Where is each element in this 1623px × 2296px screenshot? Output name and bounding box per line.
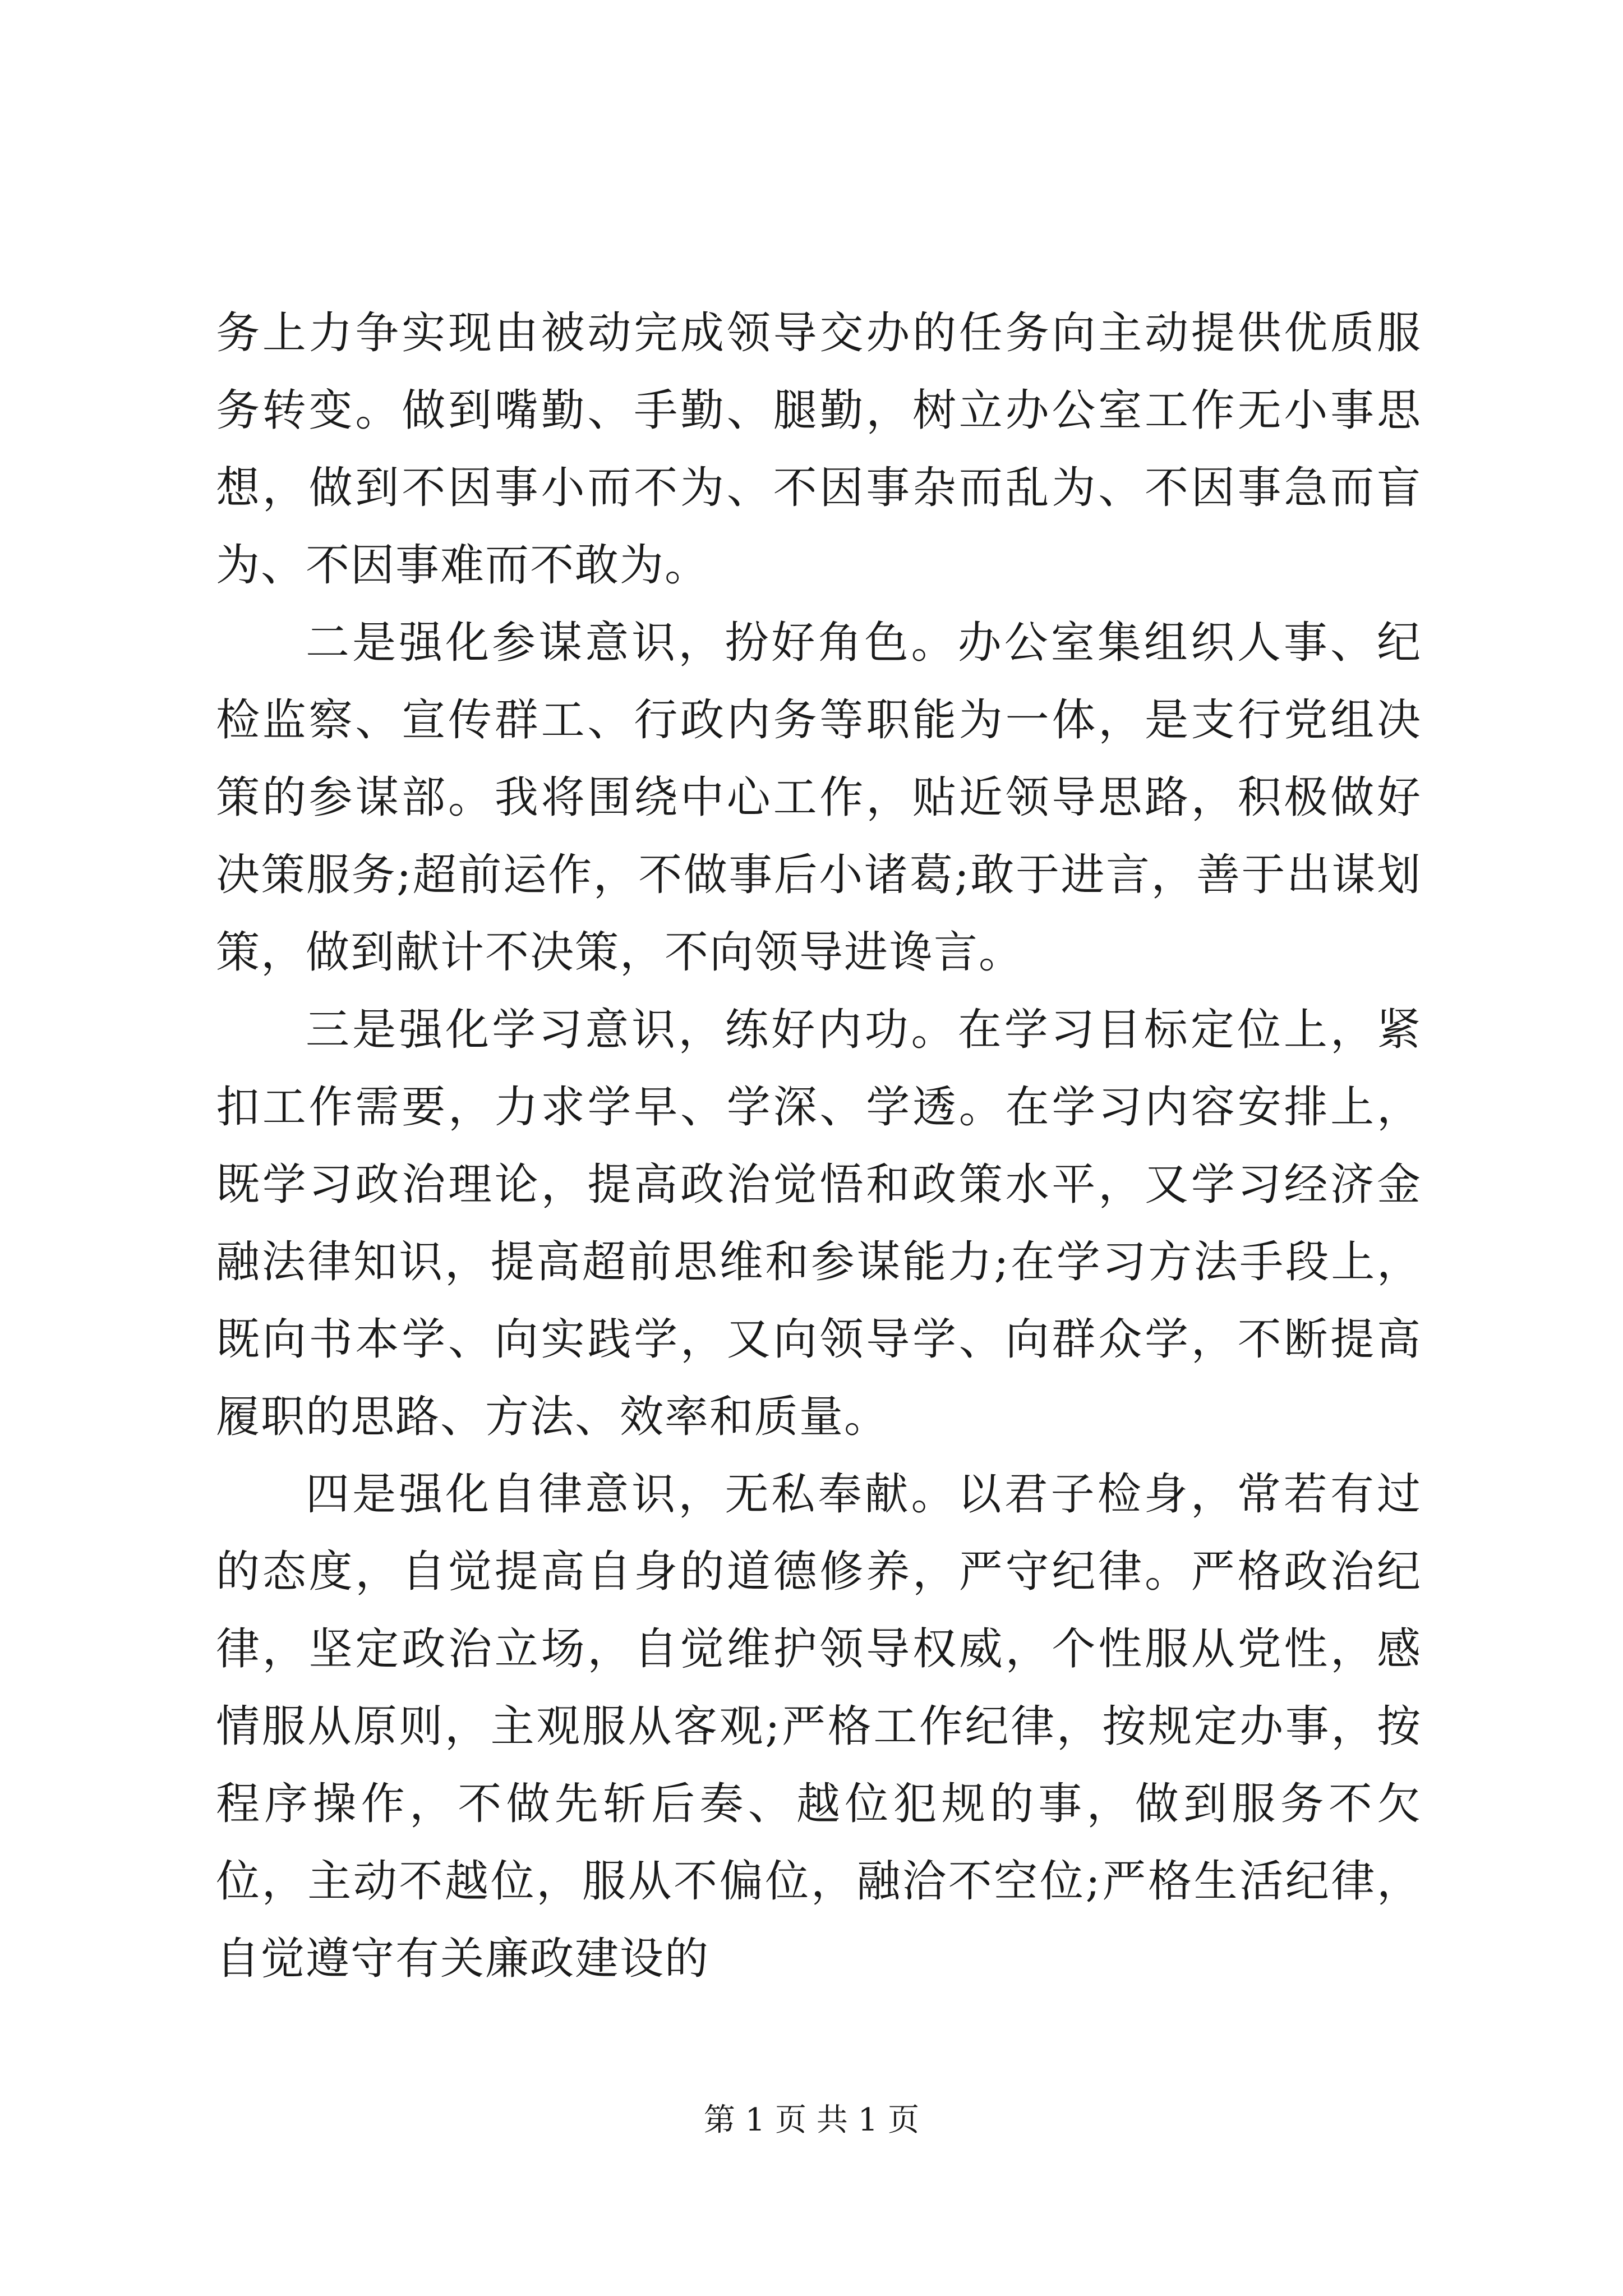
page-footer: 第 1 页 共 1 页 xyxy=(703,2102,920,2138)
body-text xyxy=(216,295,1422,1998)
paragraph-1: 务上力争实现由被动完成领导交办的任务向主动提供优质服务转变。做到嘴勤、手勤、腿勤，树立办公室工作无小事思想，做到不因事小而不为、不因事杂而乱为、不因事急而盲为、不因事难而不敢为。 xyxy=(216,308,1422,591)
paragraph-2: 二是强化参谋意识，扮好角色。办公室集组织人事、纪检监察、宣传群工、行政内务等职能为一体，是支行党组决策的参谋部。我将围绕中心工作，贴近领导思路，积极做好决策服务;超前运作，不做事后小诸葛;敢于进言，善于出谋划策，做到献计不决策，不向领导进谗言。 xyxy=(216,618,1422,978)
paragraph-4: 四是强化自律意识，无私奉献。以君子检身，常若有过的态度，自觉提高自身的道德修养，严守纪律。严格政治纪律，坚定政治立场，自觉维护领导权威，个性服从党性，感情服从原则，主观服从客观;严格工作纪律，按规定办事，按程序操作，不做先斩后奏、越位犯规的事，做到服务不欠位，主动不越位，服从不偏位，融洽不空位;严格生活纪律，自觉遵守有关廉政建设的 xyxy=(216,1469,1422,1984)
paragraph-3: 三是强化学习意识，练好内功。在学习目标定位上，紧扣工作需要，力求学早、学深、学透。在学习内容安排上，既学习政治理论，提高政治觉悟和政策水平，又学习经济金融法律知识，提高超前思维和参谋能力;在学习方法手段上，既向书本学、向实践学，又向领导学、向群众学，不断提高履职的思路、方法、效率和质量。 xyxy=(216,1005,1422,1442)
